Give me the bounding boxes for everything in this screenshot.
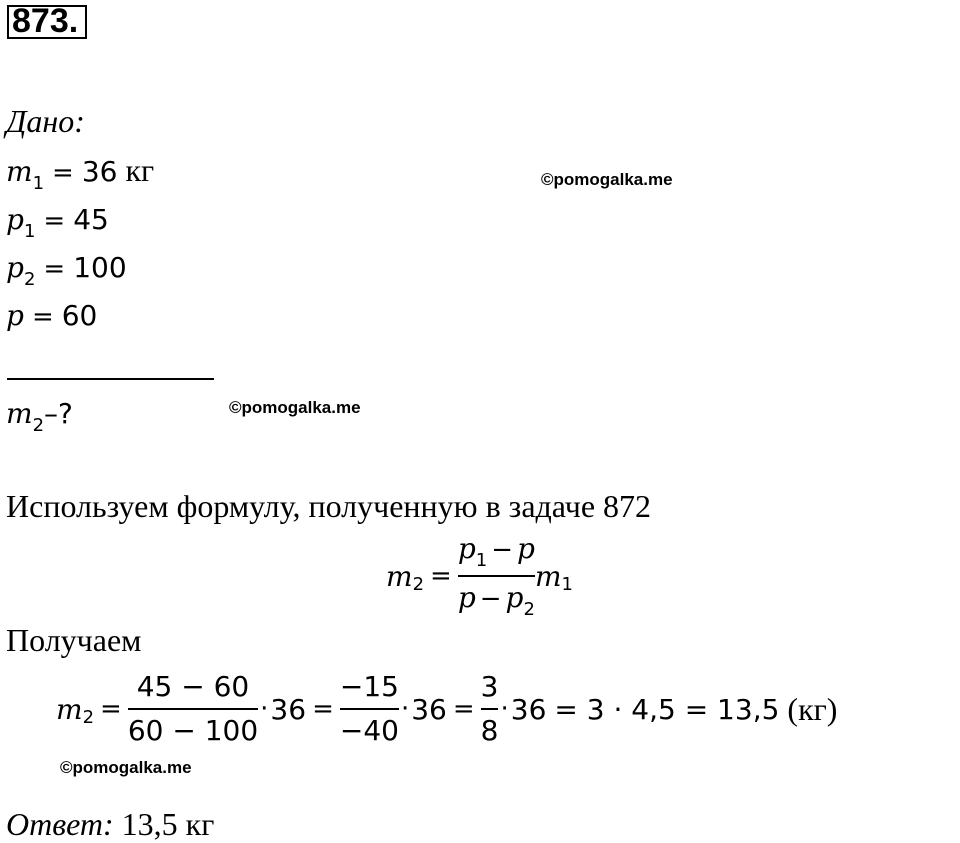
equals: =: [31, 302, 54, 332]
calculation: [56, 668, 837, 750]
find-m2: [6, 392, 73, 438]
equals: =: [43, 206, 66, 236]
var-p: p: [457, 532, 476, 565]
dot: ·: [260, 694, 269, 724]
var-m: m: [56, 692, 83, 726]
denominator: [458, 579, 535, 622]
given-p1: [6, 198, 109, 244]
equals: =: [312, 694, 334, 724]
answer-value: 13,5 кг: [121, 806, 215, 842]
fraction-bar: [128, 708, 258, 710]
watermark: ©pomogalka.me: [541, 170, 673, 189]
var-m: m: [386, 559, 413, 593]
fraction-1: [128, 668, 258, 750]
denominator: −40: [339, 714, 399, 747]
dot: ·: [400, 694, 410, 724]
var-p: p: [505, 581, 524, 614]
sub: 2: [32, 415, 45, 436]
minus: −: [491, 535, 513, 565]
fraction-bar: [458, 575, 535, 577]
value: 45: [73, 203, 109, 236]
equals: =: [52, 158, 74, 188]
sub: 2: [412, 573, 425, 595]
numerator: 3: [480, 670, 499, 703]
sub: 2: [23, 269, 36, 290]
value-36: 36: [510, 692, 547, 726]
value-36: 36: [411, 692, 447, 726]
fraction-bar: [340, 708, 399, 710]
answer-label: Ответ:: [6, 806, 114, 842]
fraction-2: [340, 668, 399, 750]
value: 36: [81, 155, 118, 188]
sub: 1: [475, 550, 488, 571]
watermark: ©pomogalka.me: [229, 398, 361, 417]
formula-intro: Используем формулу, полученную в задаче 872: [6, 488, 652, 524]
given-p2: [6, 246, 127, 292]
result-intro: Получаем: [6, 622, 142, 658]
var-p: p: [517, 532, 535, 565]
answer: [6, 806, 214, 843]
calc-unit: (кг): [787, 690, 838, 727]
fraction-bar: [481, 708, 499, 710]
value: 60: [61, 299, 98, 332]
sub: 1: [561, 573, 573, 595]
denominator: 8: [480, 714, 499, 747]
equals: =: [452, 694, 475, 724]
unit: кг: [125, 152, 155, 188]
equals: =: [430, 561, 452, 591]
given-divider: [7, 378, 214, 380]
value: 100: [73, 251, 127, 284]
find-suffix: –?: [44, 397, 73, 430]
var-m: m: [534, 559, 562, 593]
equals: =: [43, 254, 66, 284]
numerator: 45 − 60: [136, 670, 250, 703]
var-m: m: [6, 397, 33, 430]
given-label: Дано:: [6, 103, 85, 139]
watermark: ©pomogalka.me: [60, 758, 192, 777]
sub: 2: [523, 599, 535, 620]
given-p: [6, 294, 97, 337]
var-p: p: [457, 581, 476, 614]
sub: 1: [32, 173, 45, 194]
formula-fraction: [458, 530, 535, 622]
value-36: 36: [270, 692, 307, 726]
var-p: p: [6, 203, 24, 236]
formula: [386, 530, 573, 622]
given-m1: [6, 150, 154, 196]
numerator: −15: [339, 670, 399, 703]
sub: 1: [23, 221, 36, 242]
sub: 2: [82, 706, 95, 728]
equals: =: [100, 694, 122, 724]
numerator: [458, 530, 535, 573]
dot: ·: [500, 694, 509, 724]
var-p: p: [6, 299, 24, 332]
calc-tail: = 3 · 4,5 = 13,5: [554, 692, 780, 726]
denominator: 60 − 100: [127, 714, 259, 747]
fraction-3: [481, 668, 499, 750]
minus: −: [479, 584, 502, 614]
var-p: p: [6, 251, 24, 284]
var-m: m: [6, 155, 33, 188]
problem-number: 873.: [12, 2, 79, 40]
